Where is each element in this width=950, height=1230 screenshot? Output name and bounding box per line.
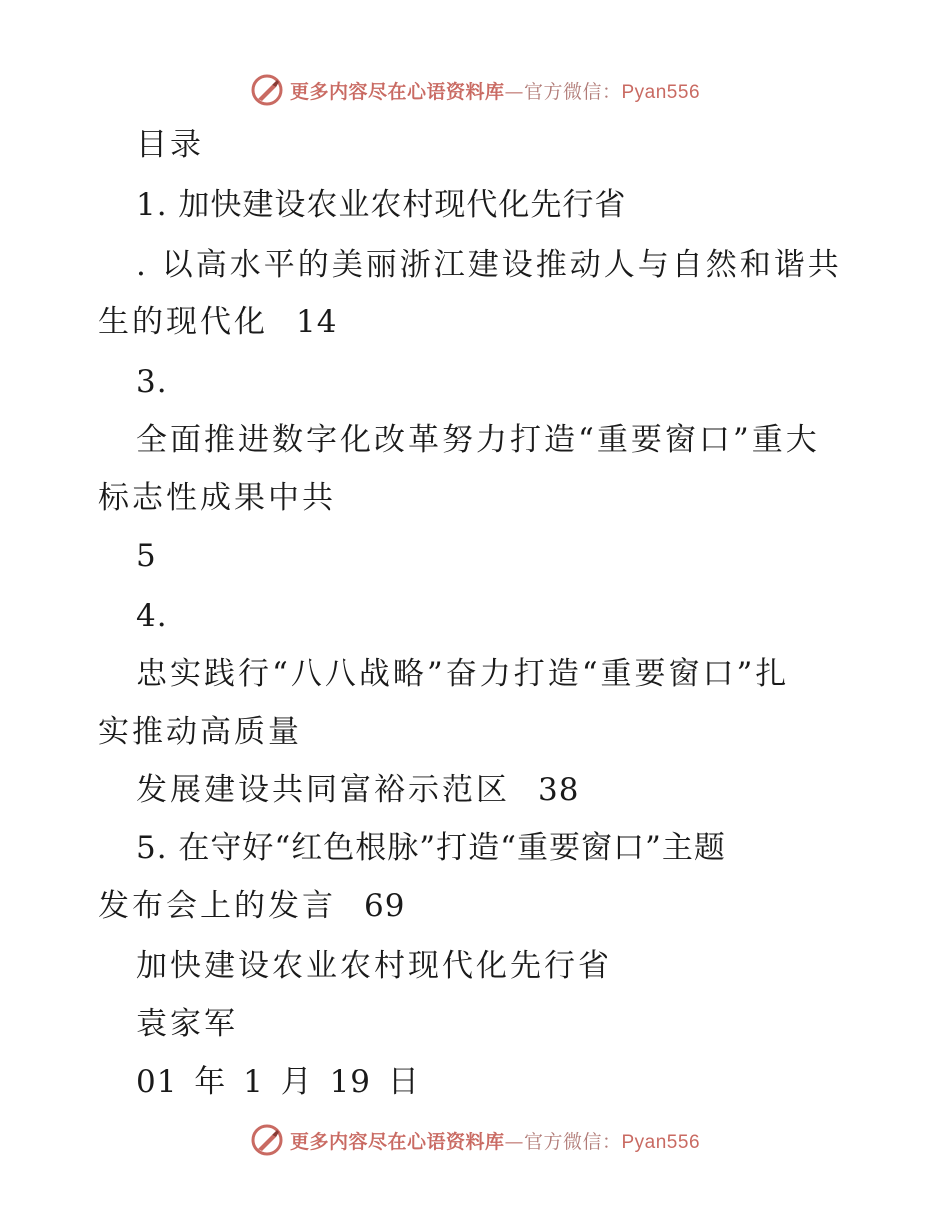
toc-item-5-page: 69 bbox=[364, 888, 406, 924]
toc-item-4-page: 38 bbox=[538, 772, 580, 808]
watermark-brand: 更多内容尽在心语资料库 bbox=[289, 1130, 505, 1153]
watermark-text bbox=[290, 1127, 700, 1154]
toc-item-3-number: 3. bbox=[136, 364, 168, 400]
watermark-handle: Pyan556 bbox=[621, 81, 701, 103]
toc-item-1: 1. 加快建设农业农村现代化先行省 bbox=[136, 187, 627, 223]
pen-logo-icon bbox=[250, 1123, 284, 1157]
toc-item-3-line-1: 全面推进数字化改革努力打造“重要窗口”重大 bbox=[136, 422, 820, 458]
toc-item-4-line-3 bbox=[136, 770, 579, 810]
watermark-label: 官方微信： bbox=[523, 1130, 622, 1153]
toc-item-3-line-2: 标志性成果中共 bbox=[98, 480, 336, 516]
watermark-label: 官方微信： bbox=[523, 80, 622, 103]
toc-heading: 目录 bbox=[136, 127, 204, 163]
toc-item-2-page: 14 bbox=[296, 304, 338, 340]
toc-item-5-title-end: 发布会上的发言 bbox=[98, 888, 336, 924]
toc-item-4-line-2: 实推动高质量 bbox=[98, 714, 302, 750]
toc-item-5-line-2 bbox=[98, 886, 405, 926]
watermark-brand: 更多内容尽在心语资料库 bbox=[289, 80, 505, 103]
watermark-dash: — bbox=[504, 1130, 524, 1153]
toc-item-5-line-1: 5. 在守好“红色根脉”打造“重要窗口”主题 bbox=[136, 830, 726, 866]
article-date: 01 年 1 月 19 日 bbox=[136, 1064, 420, 1100]
toc-item-4-line-1: 忠实践行“八八战略”奋力打造“重要窗口”扎 bbox=[136, 656, 790, 692]
article-title: 加快建设农业农村现代化先行省 bbox=[136, 948, 612, 984]
toc-item-3-page: 5 bbox=[136, 538, 157, 574]
watermark-footer bbox=[0, 1120, 950, 1160]
watermark-dash: — bbox=[504, 80, 524, 103]
watermark-handle: Pyan556 bbox=[621, 1131, 701, 1153]
toc-item-2-line-1: . 以高水平的美丽浙江建设推动人与自然和谐共 bbox=[136, 247, 842, 283]
toc-item-4-title-end: 发展建设共同富裕示范区 bbox=[136, 772, 510, 808]
toc-item-2-title: 生的现代化 bbox=[98, 304, 268, 340]
toc-item-4-number: 4. bbox=[136, 598, 168, 634]
article-author: 袁家军 bbox=[136, 1006, 238, 1042]
toc-item-2-line-2 bbox=[98, 302, 337, 342]
